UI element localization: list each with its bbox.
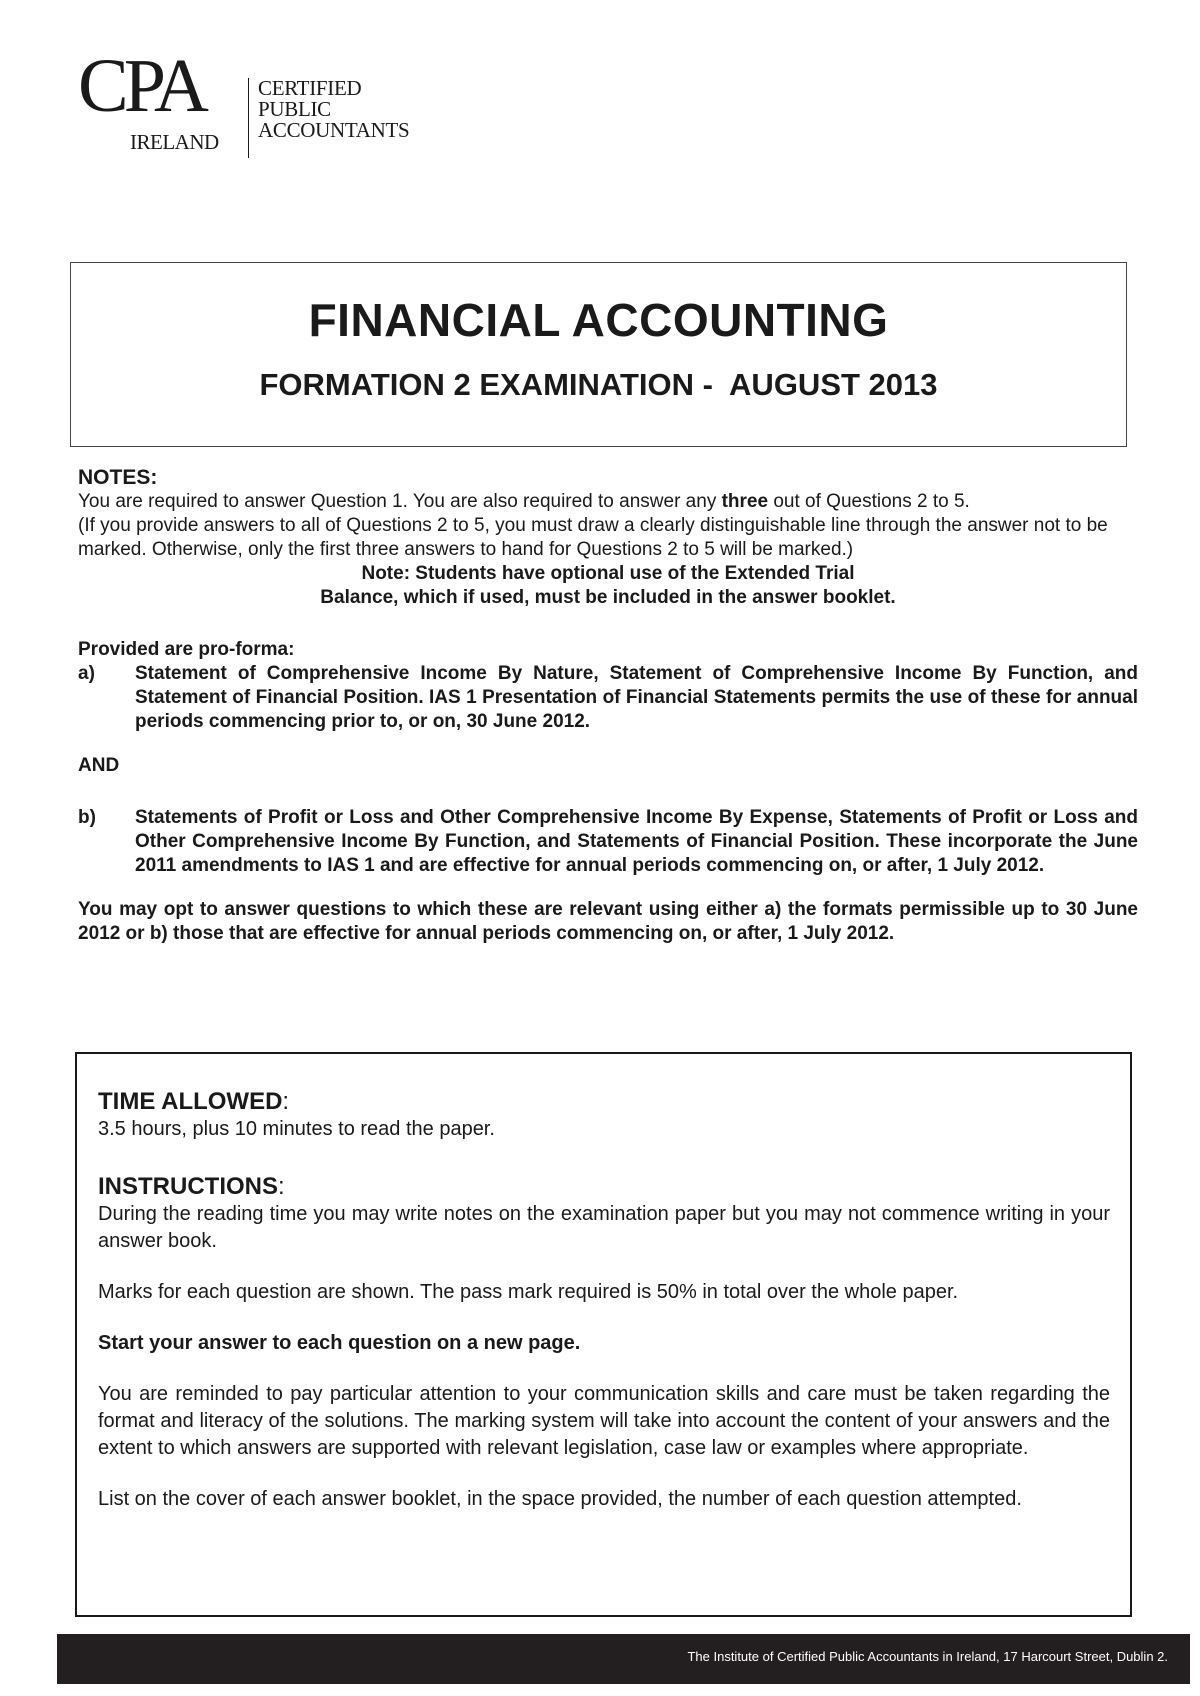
item-a-label: a)	[78, 663, 95, 684]
footer-address: The Institute of Certified Public Accountants in Ireland, 17 Harcourt Street, Dublin 2.	[687, 1649, 1168, 1664]
note-line-2: Balance, which if used, must be included in the answer booklet.	[320, 587, 896, 608]
exam-subtitle: FORMATION 2 EXAMINATION - AUGUST 2013	[259, 367, 938, 402]
logo-ireland-text: IRELAND	[130, 130, 219, 154]
notes-line-1	[78, 490, 1138, 514]
logo-word-public: PUBLIC	[258, 97, 331, 121]
logo-cpa-text: CPA	[78, 44, 204, 128]
notes-line-1-emphasis: three	[721, 491, 769, 512]
notes-line-2: (If you provide answers to all of Questions 2 to 5, you must draw a clearly distinguishable line through the answer not to be marked. Otherwise, only the first three answers to hand for Questions 2 to 5 will be marked.)	[78, 515, 1108, 560]
item-a-text: Statement of Comprehensive Income By Nature, Statement of Comprehensive Income By Function, and Statement of Financial Position. IAS 1 Presentation of Financial Statements permits the use of these for annual periods commencing prior to, or on, 30 June 2012.	[135, 663, 1138, 732]
notes-section	[78, 466, 1138, 946]
item-b	[78, 806, 1138, 878]
logo-divider	[248, 78, 249, 158]
time-allowed-colon: :	[282, 1088, 290, 1115]
item-a	[78, 662, 1138, 734]
cpa-ireland-logo	[78, 44, 438, 158]
exam-title: FINANCIAL ACCOUNTING	[308, 294, 889, 346]
extended-trial-balance-note	[78, 562, 1138, 610]
item-b-text: Statements of Profit or Loss and Other Comprehensive Income By Expense, Statements of Profit or Loss and Other Comprehensive Income By Function, and Statements of Financial Position. These incorporate the June 2011 amendments to IAS 1 and are effective for annual periods commencing on, or after, 1 July 2012.	[135, 807, 1138, 876]
and-separator: AND	[78, 755, 120, 776]
notes-line-1-end: out of Questions 2 to 5.	[768, 491, 970, 512]
logo-words	[258, 78, 409, 141]
provided-heading: Provided are pro-forma:	[78, 639, 295, 660]
item-b-label: b)	[78, 807, 96, 828]
instruction-new-page: Start your answer to each question on a new page.	[98, 1332, 581, 1354]
instructions-label: INSTRUCTIONS	[98, 1173, 278, 1200]
instruction-list-questions: List on the cover of each answer booklet, in the space provided, the number of each question attempted.	[98, 1488, 1022, 1510]
logo-word-certified: CERTIFIED	[258, 76, 362, 100]
notes-line-1-text: You are required to answer Question 1. You are also required to answer any	[78, 491, 722, 512]
instructions-heading	[98, 1173, 1110, 1201]
time-allowed-text: 3.5 hours, plus 10 minutes to read the paper.	[98, 1118, 495, 1140]
closing-note: You may opt to answer questions to which these are relevant using either a) the formats permissible up to 30 June 2012 or b) those that are effective for annual periods commencing on, or after, 1 July 2012.	[78, 899, 1138, 944]
notes-heading: NOTES:	[78, 466, 158, 489]
instructions-colon: :	[278, 1173, 285, 1200]
logo-mark	[78, 44, 258, 158]
time-allowed-heading	[98, 1088, 1110, 1116]
title-box	[70, 262, 1127, 447]
instruction-reading-time: During the reading time you may write notes on the examination paper but you may not commence writing in your answer book.	[98, 1203, 1110, 1252]
note-line-1: Note: Students have optional use of the Extended Trial	[361, 563, 855, 584]
instruction-communication: You are reminded to pay particular attention to your communication skills and care must be taken regarding the format and literacy of the solutions. The marking system will take into account the content of your answers and the extent to which answers are supported with relevant legislation, case law or examples where appropriate.	[98, 1383, 1110, 1459]
instructions-box	[75, 1052, 1132, 1617]
time-allowed-label: TIME ALLOWED	[98, 1088, 283, 1115]
logo-word-accountants: ACCOUNTANTS	[258, 118, 410, 142]
instruction-marks: Marks for each question are shown. The pass mark required is 50% in total over the whole paper.	[98, 1281, 959, 1303]
footer-bar	[57, 1634, 1190, 1684]
